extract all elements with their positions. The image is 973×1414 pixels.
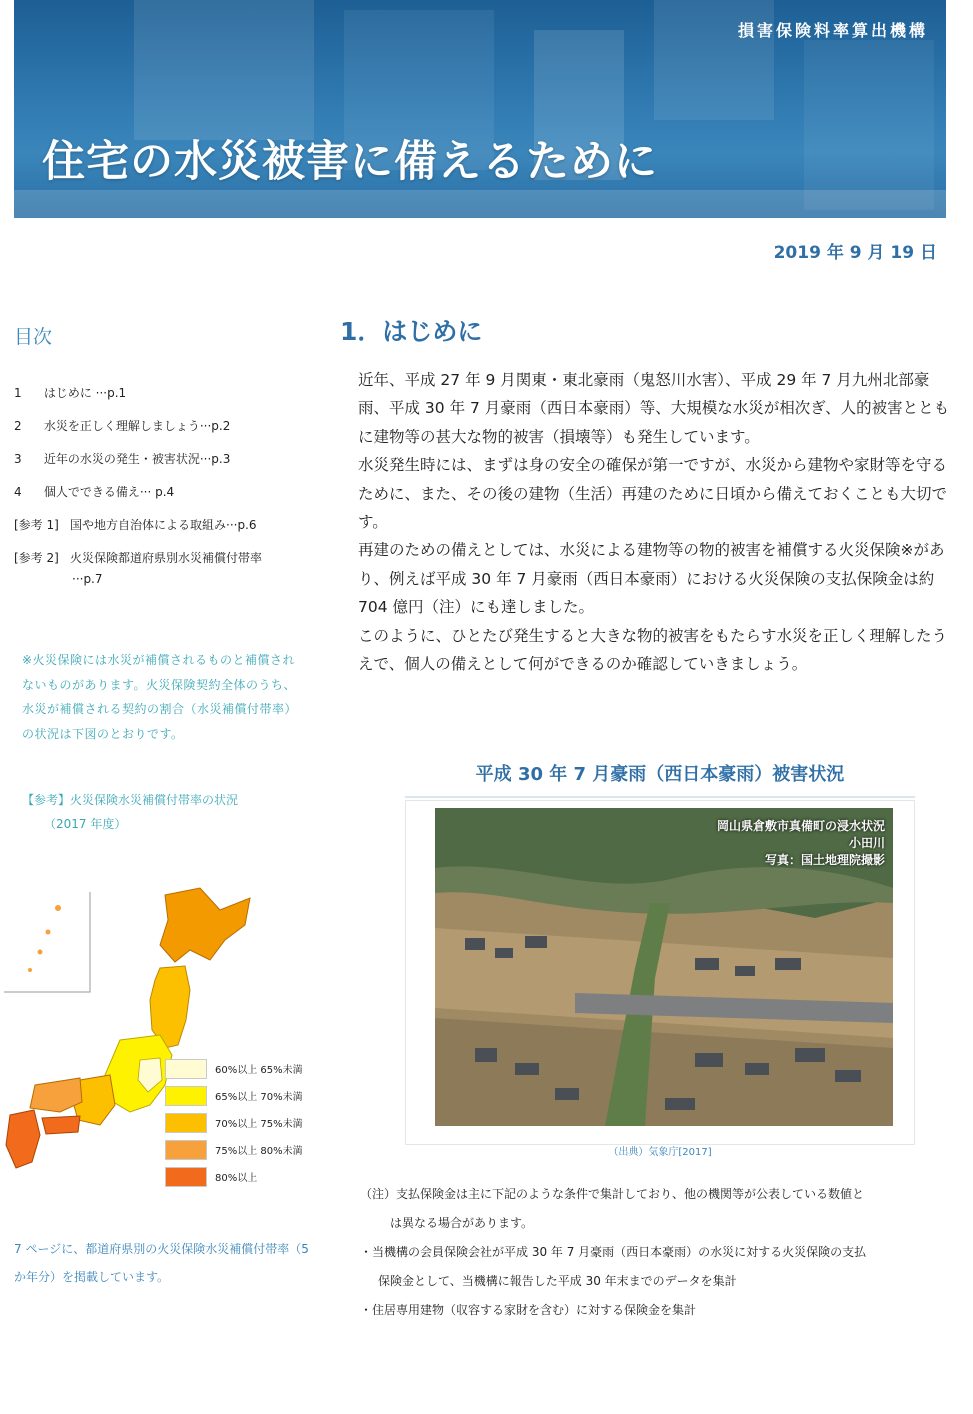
footnote-line: ・住居専用建物（収容する家財を含む）に対する保険金を集計 [360, 1303, 697, 1317]
body-paragraph: 水災発生時には、まずは身の安全の確保が第一ですが、水災から建物や家財等を守るために、また、その後の建物（生活）再建のために日頃から備えておくことも大切です。 [358, 456, 948, 532]
toc-item-page: ···p.7 [72, 572, 103, 586]
organization-name: 損害保険料率算出機構 [737, 21, 928, 40]
toc-title: 目次 [14, 326, 53, 348]
legend-swatch [165, 1167, 207, 1187]
toc-item-label: 国や地方自治体による取組み···p.6 [70, 518, 257, 532]
toc-item-label: はじめに ···p.1 [43, 386, 127, 400]
body-paragraph: 再建のための備えとしては、水災による建物等の物的被害を補償する火災保険※があり、例えば平成 30 年 7 月豪雨（西日本豪雨）における火災保険の支払保険金は約 704 億円（注）にも達しました。 [358, 541, 945, 617]
figure-title: 平成 30 年 7 月豪雨（西日本豪雨）被害状況 [475, 764, 845, 785]
toc-item-number: 1 [14, 386, 22, 400]
toc-item[interactable] [14, 418, 314, 435]
toc-item-label: 火災保険都道府県別水災補償付帯率 [70, 551, 263, 565]
footnote-line: （注）支払保険金は主に下記のような条件で集計しており、他の機関等が公表している数値と [360, 1187, 865, 1201]
map-region-hokkaido [160, 888, 250, 962]
section-body [358, 366, 950, 678]
map-island [28, 968, 32, 972]
map-region-shikoku [42, 1116, 80, 1134]
legend-swatch [165, 1059, 207, 1079]
body-paragraph: このように、ひとたび発生すると大きな物的被害をもたらす水災を正しく理解したうえで、個人の備えとして何ができるのか確認していきましょう。 [358, 626, 948, 674]
toc-item[interactable] [14, 385, 314, 402]
banner-decoration [134, 0, 314, 140]
photo-caption-line: 岡山県倉敷市真備町の浸水状況 [716, 819, 885, 833]
document-title: 住宅の水災被害に備えるために [42, 137, 658, 187]
footnotes [360, 1180, 952, 1325]
footnote-line: 保険金として、当機構に報告した平成 30 年末までのデータを集計 [378, 1274, 737, 1288]
toc-item[interactable] [14, 484, 314, 501]
legend-item [165, 1109, 303, 1136]
toc-item-number: 3 [14, 452, 22, 466]
legend-item [165, 1082, 303, 1109]
banner-decoration [804, 40, 934, 210]
reference-title: 【参考】火災保険水災補償付帯率の状況 [22, 793, 239, 807]
legend-item [165, 1136, 303, 1163]
map-island [55, 905, 61, 911]
toc-item-label: 近年の水災の発生・被害状況···p.3 [43, 452, 231, 466]
legend-label: 70%以上 75%未満 [215, 1119, 303, 1130]
toc-item[interactable] [14, 517, 314, 534]
figure-title-underline [405, 796, 915, 798]
footnote-line: ・当機構の会員保険会社が平成 30 年 7 月豪雨（西日本豪雨）の水災に対する火災保険の支払 [360, 1245, 867, 1259]
legend-label: 80%以上 [215, 1173, 258, 1184]
banner-decoration [14, 190, 946, 218]
legend-item [165, 1055, 303, 1082]
insurance-note: ※火災保険には水災が補償されるものと補償されないものがあります。火災保険契約全体のうち、水災が補償される契約の割合（水災補償付帯率）の状況は下図のとおりです。 [22, 653, 298, 741]
legend-label: 60%以上 65%未満 [215, 1065, 303, 1076]
toc-item-number: 4 [14, 485, 22, 499]
reference-heading [22, 788, 312, 836]
legend-swatch [165, 1113, 207, 1133]
header-banner [14, 0, 946, 218]
toc-item-number: [参考 2] [14, 551, 59, 565]
reference-year: （2017 年度） [44, 817, 127, 831]
map-legend [165, 1055, 303, 1190]
photo-caption-line: 写真：国土地理院撮影 [764, 853, 885, 867]
map-island [38, 950, 43, 955]
legend-label: 75%以上 80%未満 [215, 1146, 303, 1157]
table-of-contents [14, 385, 314, 604]
flood-aerial-photo [435, 808, 893, 1126]
toc-item-label: 水災を正しく理解しましょう···p.2 [43, 419, 231, 433]
photo-caption-line: 小田川 [848, 836, 885, 850]
body-paragraph: 近年、平成 27 年 9 月関東・東北豪雨（鬼怒川水害）、平成 29 年 7 月九州北部豪雨、平成 30 年 7 月豪雨（西日本豪雨）等、大規模な水災が相次ぎ、人的被害とともに建物等の甚大な物的被害（損壊等）も発生しています。 [358, 371, 950, 446]
toc-item[interactable] [14, 550, 314, 588]
legend-swatch [165, 1086, 207, 1106]
footnote-line: は異なる場合があります。 [390, 1216, 534, 1230]
figure-source: （出典）気象庁[2017] [608, 1147, 712, 1158]
toc-item-number: 2 [14, 419, 22, 433]
map-island [46, 930, 51, 935]
map-region-kyushu [6, 1110, 40, 1168]
photo-caption [717, 818, 885, 869]
toc-item[interactable] [14, 451, 314, 468]
legend-swatch [165, 1140, 207, 1160]
inset-frame [4, 892, 90, 992]
publication-date: 2019 年 9 月 19 日 [773, 243, 937, 263]
toc-item-label: 個人でできる備え··· p.4 [43, 485, 175, 499]
legend-item [165, 1163, 303, 1190]
section-title: 1．はじめに [340, 317, 483, 346]
page7-note: 7 ページに、都道府県別の火災保険水災補償付帯率（5 か年分）を掲載しています。 [14, 1242, 309, 1284]
legend-label: 65%以上 70%未満 [215, 1092, 303, 1103]
toc-item-number: [参考 1] [14, 518, 59, 532]
